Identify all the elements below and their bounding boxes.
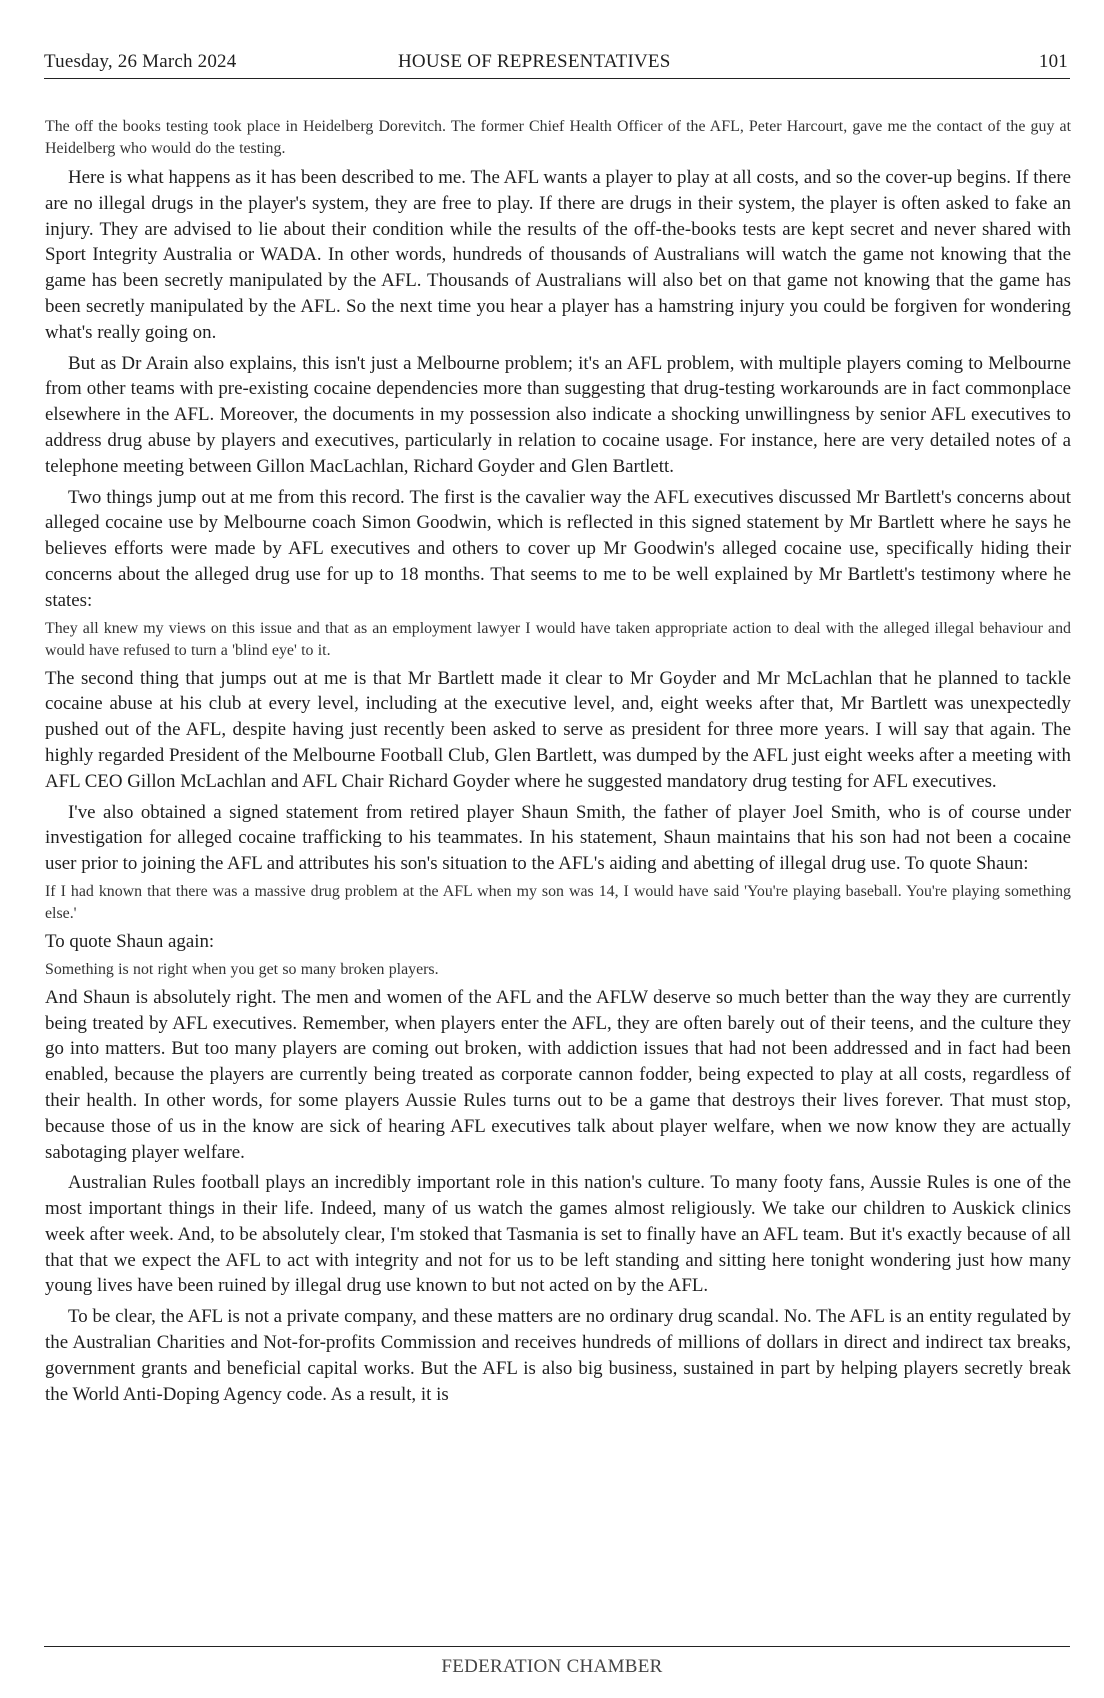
hansard-body <box>45 116 1071 1407</box>
paragraph: Here is what happens as it has been described to me. The AFL wants a player to play at all costs, and so the cover-up begins. If there are no illegal drugs in the player's system, they are free to play. If there are drugs in their system, the player is often asked to fake an injury. They are advised to lie about their condition while the results of the off-the-books tests are kept secret and never shared with Sport Integrity Australia or WADA. In other words, hundreds of thousands of Australians will watch the game not knowing that the game has been secretly manipulated by the AFL. Thousands of Australians will also bet on that game not knowing that the game has been secretly manipulated by the AFL. So the next time you hear a player has a hamstring injury you could be forgiven for wondering what's really going on. <box>45 167 1071 343</box>
quoted-statement: The off the books testing took place in Heidelberg Dorevitch. The former Chief Health Officer of the AFL, Peter Harcourt, gave me the contact of the guy at Heidelberg who would do the testing. <box>45 118 1071 157</box>
quoted-statement: If I had known that there was a massive drug problem at the AFL when my son was 14, I would have said 'You're playing baseball. You're playing something else.' <box>45 882 1071 922</box>
page-header <box>44 48 1070 79</box>
quoted-statement: Something is not right when you get so many broken players. <box>45 960 439 978</box>
paragraph: Australian Rules football plays an incredibly important role in this nation's culture. To many footy fans, Aussie Rules is one of the most important things in their life. Indeed, many of us watch the games almost religiously. We take our children to Auskick clinics week after week. And, to be absolutely clear, I'm stoked that Tasmania is set to finally have an AFL team. But it's exactly because of all that that we expect the AFL to act with integrity and not for us to be left standing and sitting here tonight wondering just how many young lives have been ruined by illegal drug use known to but not acted on by the AFL. <box>45 1172 1071 1297</box>
paragraph: To be clear, the AFL is not a private company, and these matters are no ordinary drug scandal. No. The AFL is an entity regulated by the Australian Charities and Not-for-profits Commission and receives hundreds of millions of dollars in direct and indirect tax breaks, government grants and beneficial capital works. But the AFL is also big business, sustained in part by helping players secretly break the World Anti-Doping Agency code. As a result, it is <box>45 1306 1071 1405</box>
header-date: Tuesday, 26 March 2024 <box>44 51 237 72</box>
page-footer: FEDERATION CHAMBER <box>441 1656 663 1677</box>
paragraph: I've also obtained a signed statement from retired player Shaun Smith, the father of player Joel Smith, who is of course under investigation for alleged cocaine trafficking to his teammates. In his statement, Shaun maintains that his son had not been a cocaine user prior to joining the AFL and attributes his son's situation to the AFL's aiding and abetting of illegal drug use. To quote Shaun: <box>45 801 1071 875</box>
header-page-number: 101 <box>1038 51 1068 72</box>
header-house: HOUSE OF REPRESENTATIVES <box>398 51 671 72</box>
paragraph: And Shaun is absolutely right. The men and women of the AFL and the AFLW deserve so much better than the way they are currently being treated by AFL executives. Remember, when players enter the AFL, they are often barely out of their teens, and the culture they go into matters. But too many players are coming out broken, with addiction issues that had not been addressed and in fact had been enabled, because the players are currently being treated as corporate cannon fodder, being expected to play at all costs, regardless of their health. In other words, for some players Aussie Rules turns out to be a game that destroys their lives forever. That must stop, because those of us in the know are sick of hearing AFL executives talk about player welfare, when we now know they are actually sabotaging player welfare. <box>45 986 1071 1163</box>
footer-rule <box>44 1646 1070 1647</box>
quoted-statement: They all knew my views on this issue and that as an employment lawyer I would have taken appropriate action to deal with the alleged illegal behaviour and would have refused to turn a 'blind eye' to it. <box>45 619 1071 659</box>
paragraph: But as Dr Arain also explains, this isn't just a Melbourne problem; it's an AFL problem, with multiple players coming to Melbourne from other teams with pre-existing cocaine dependencies more than suggesting that drug-testing workarounds are in fact commonplace elsewhere in the AFL. Moreover, the documents in my possession also indicate a shocking unwillingness by senior AFL executives to address drug abuse by players and executives, particularly in relation to cocaine usage. For instance, here are very detailed notes of a telephone meeting between Gillon MacLachlan, Richard Goyder and Glen Bartlett. <box>45 352 1071 477</box>
paragraph: To quote Shaun again: <box>45 930 215 952</box>
paragraph: Two things jump out at me from this record. The first is the cavalier way the AFL executives discussed Mr Bartlett's concerns about alleged cocaine use by Melbourne coach Simon Goodwin, which is reflected in this signed statement by Mr Bartlett where he says he believes efforts were made by AFL executives and others to cover up Mr Goodwin's alleged cocaine use, specifically hiding their concerns about the alleged drug use for up to 18 months. That seems to me to be well explained by Mr Bartlett's testimony where he states: <box>45 486 1071 611</box>
paragraph: The second thing that jumps out at me is that Mr Bartlett made it clear to Mr Goyder and Mr McLachlan that he planned to tackle cocaine abuse at his club at every level, including at the executive level, and, eight weeks after that, Mr Bartlett was unexpectedly pushed out of the AFL, despite having just recently been asked to serve as president for three more years. I will say that again. The highly regarded President of the Melbourne Football Club, Glen Bartlett, was dumped by the AFL just eight weeks after a meeting with AFL CEO Gillon McLachlan and AFL Chair Richard Goyder where he suggested mandatory drug testing for AFL executives. <box>45 667 1071 792</box>
